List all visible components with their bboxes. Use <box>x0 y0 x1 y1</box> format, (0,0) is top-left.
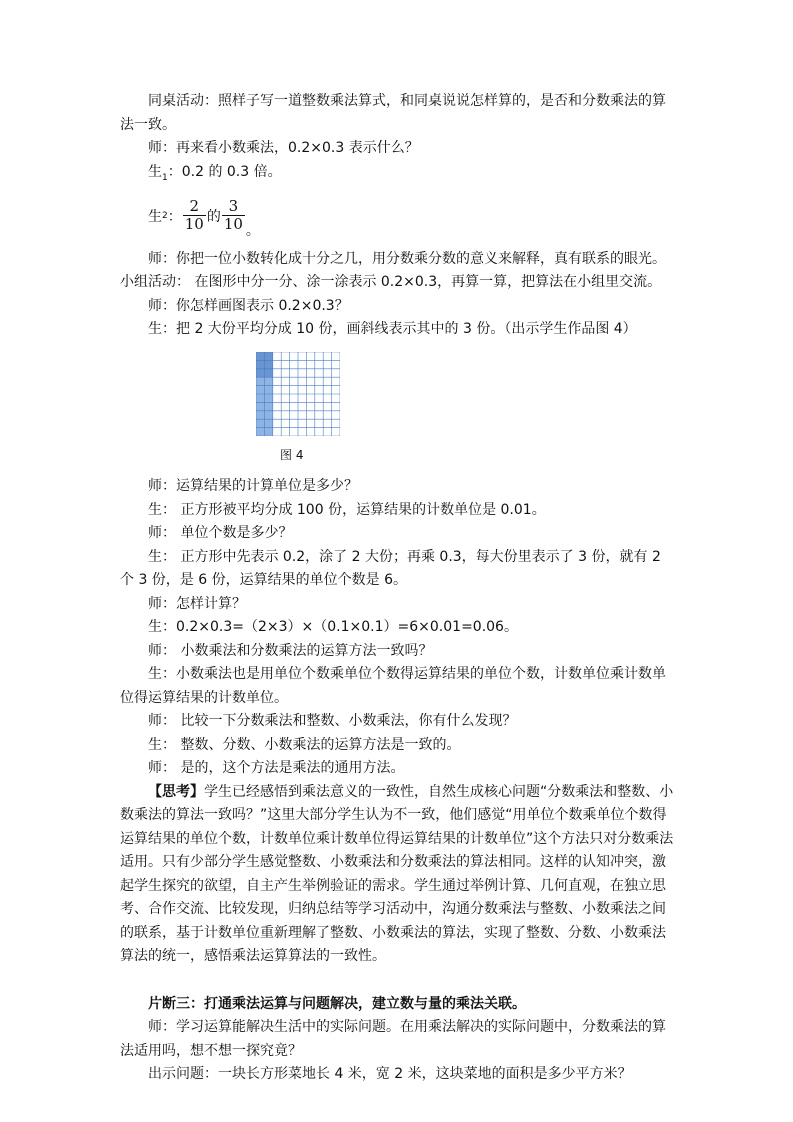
paragraph: 师：再来看小数乘法，0.2×0.3 表示什么？ <box>148 140 419 156</box>
paragraph: 小组活动： 在图形中分一分、涂一涂表示 0.2×0.3，再算一算，把算法在小组里交流。 <box>120 274 662 291</box>
paragraph: 师：你怎样画图表示 0.2×0.3？ <box>148 297 349 314</box>
paragraph: 师：运算结果的计算单位是多少？ <box>148 478 358 495</box>
fraction-2-10: $\frac{2}{10}$ <box>184 197 204 234</box>
document-body <box>120 90 675 1087</box>
paragraph: 师： 比较一下分数乘法和整数、小数乘法，你有什么发现？ <box>148 713 517 730</box>
reflection-paragraph: 【思考】学生已经感悟到乘法意义的一致性，自然生成核心问题“分数乘法和整数、小数乘法的算法一致吗？”这里大部分学生认为不一致，他们感觉“用单位个数乘单位个数得运算结果的单位个数，计数单位乘计数单位得运算结果的计数单位”这个方法只对分数乘法适用。只有少部分学生感觉整数、小数乘法和分数乘法的算法相同。这样的认知冲突，激起学生探究的欲望，自主产生举例验证的需求。学生通过举例计算、几何直观，在独立思考、合作交流、比较发现，归纳总结等学习活动中，沟通分数乘法与整数、小数乘法之间的联系，基于计数单位重新理解了整数、小数乘法的算法，实现了整数、分数、小数乘法算法的统一，感悟乘法运算算法的一致性。 <box>120 783 674 965</box>
paragraph: 师： 单位个数是多少？ <box>148 525 293 542</box>
paragraph: 生： 正方形中先表示 0.2，涂了 2 大份；再乘 0.3，每大份里表示了 3 份，就有 2 个 3 份，是 6 份，运算结果的单位个数是 6。 <box>120 548 661 589</box>
paragraph: 生：0.2×0.3=（2×3）×（0.1×0.1）=6×0.01=0.06。 <box>148 619 518 636</box>
paragraph: 生$_1$：0.2 的 0.3 倍。 <box>148 163 282 183</box>
fraction-line: 生 2 ： $\frac{2}{10}$ 的 $\frac{3}{10}$ 。 <box>148 197 260 239</box>
figure-4-grid <box>256 352 675 440</box>
paragraph: 生： 正方形被平均分成 100 份，运算结果的计数单位是 0.01。 <box>148 501 546 518</box>
paragraph: 生：小数乘法也是用单位个数乘单位个数得运算结果的单位个数，计数单位乘计数单位得运算结果的计数单位。 <box>120 666 666 706</box>
fraction-3-10: $\frac{3}{10}$ <box>223 197 243 234</box>
paragraph: 师：怎样计算？ <box>148 595 246 612</box>
paragraph: 生： 整数、分数、小数乘法的运算方法是一致的。 <box>148 736 461 753</box>
paragraph: 师： 小数乘法和分数乘法的运算方法一致吗？ <box>148 642 433 659</box>
paragraph: 出示问题：一块长方形菜地长 4 米，宽 2 米，这块菜地的面积是多少平方米？ <box>148 1066 632 1083</box>
section-heading: 片断三：打通乘法运算与问题解决，建立数与量的乘法关联。 <box>148 995 526 1012</box>
reflection-label: 【思考】 <box>148 783 204 800</box>
paragraph: 师： 是的，这个方法是乘法的通用方法。 <box>148 760 405 777</box>
figure-caption: 图 4 <box>280 447 304 462</box>
paragraph: 生：把 2 大份平均分成 10 份，画斜线表示其中的 3 份。（出示学生作品图 4） <box>148 321 637 338</box>
paragraph: 同桌活动：照样子写一道整数乘法算式，和同桌说说怎样算的，是否和分数乘法的算法一致。 <box>120 93 666 133</box>
hundred-grid-diagram <box>256 352 340 436</box>
paragraph: 师：学习运算能解决生活中的实际问题。在用乘法解决的实际问题中，分数乘法的算法适用吗，想不想一探究竟？ <box>120 1019 666 1059</box>
paragraph: 师：你把一位小数转化成十分之几，用分数乘分数的意义来解释，真有联系的眼光。 <box>148 250 666 267</box>
